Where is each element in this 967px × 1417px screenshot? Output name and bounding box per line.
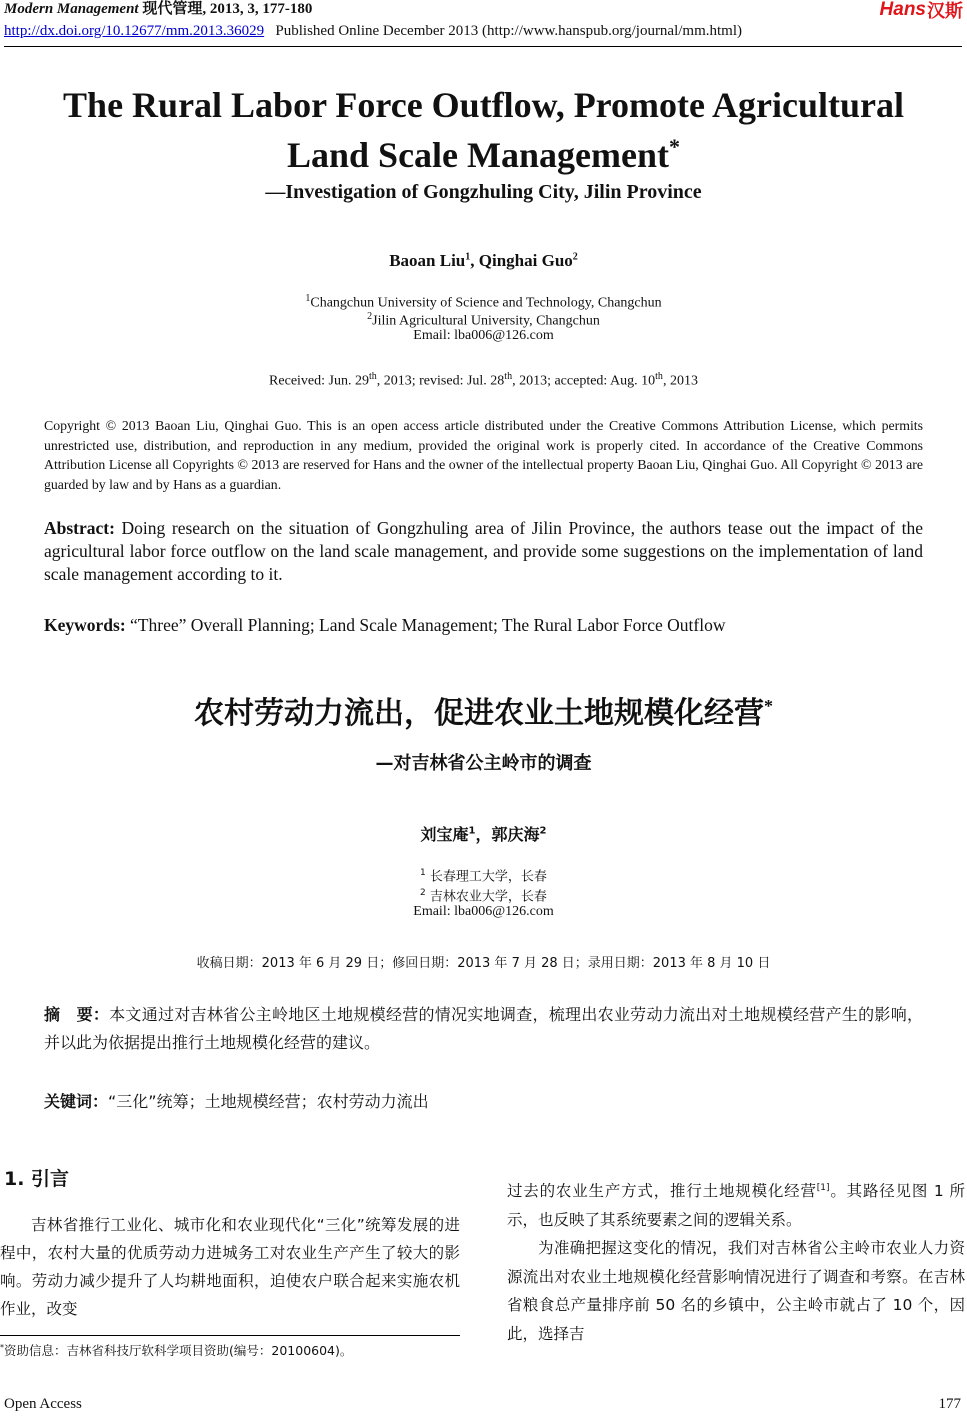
received-b-sup: th	[504, 371, 513, 382]
keywords-en-text: “Three” Overall Planning; Land Scale Management; The Rural Labor Force Outflow	[125, 615, 726, 635]
author2-en-sup: 2	[572, 251, 578, 263]
keywords-cn-text: “三化”统筹；土地规模经营；农村劳动力流出	[108, 1092, 429, 1111]
email-en: Email: lba006@126.com	[413, 328, 554, 343]
affil1-en-text: Changchun University of Science and Technology, Changchun	[310, 295, 662, 311]
page-number: 177	[938, 1396, 961, 1412]
abstract-cn	[44, 1001, 923, 1057]
affil2-cn-sup: 2	[420, 888, 426, 898]
keywords-cn	[44, 1089, 923, 1112]
abstract-en-text: Doing research on the situation of Gongzhuling area of Jilin Province, the authors tease out the impact of the agricultural labor force outflow on the land scale management, and provide some suggestions on the implementation of land scale management according to it.	[44, 518, 923, 584]
title-en-footnote-mark: *	[669, 134, 680, 159]
received-b: , 2013; revised: Jul. 28	[376, 373, 505, 389]
received-dates-cn: 收稿日期：2013 年 6 月 29 日；修回日期：2013 年 7 月 28 日；录用日期：2013 年 8 月 10 日	[196, 956, 771, 971]
right-paragraph-2: 为准确把握这变化的情况，我们对吉林省公主岭市农业人力资源流出对农业土地规模化经营影响情况进行了调查和考察。在吉林省粮食总产量排序前 50 名的乡镇中，公主岭市就占了 10 个，因此，选择吉	[507, 1239, 965, 1343]
title-cn-text: 农村劳动力流出，促进农业土地规模化经营	[194, 696, 764, 731]
footnote-divider	[0, 1335, 460, 1336]
author1-en-sup: 1	[465, 251, 471, 263]
authors-en	[0, 251, 967, 271]
subtitle-en: —Investigation of Gongzhuling City, Jilin Province	[265, 181, 702, 203]
received-d: , 2013	[662, 373, 698, 389]
published-online: Published Online December 2013 (http://www.hanspub.org/journal/mm.html)	[275, 23, 743, 39]
right-p1-text-b: 。其路径见图 1 所示，也反映了其系统要素之间的逻辑关系。	[507, 1182, 965, 1229]
right-p1-text-a: 过去的农业生产方式，推行土地规模化经营	[507, 1182, 817, 1201]
abstract-en	[44, 517, 923, 586]
abstract-cn-label: 摘 要：	[44, 1005, 110, 1024]
footnote-text: 资助信息：吉林省科技厅软科学项目资助(编号：20100604)。	[4, 1343, 353, 1358]
author1-en: Baoan Liu	[389, 251, 466, 270]
keywords-cn-label: 关键词：	[44, 1092, 109, 1111]
doi-link[interactable]: http://dx.doi.org/10.12677/mm.2013.36029	[4, 23, 265, 39]
journal-header	[4, 0, 312, 18]
citation-ref[interactable]: [1]	[816, 1183, 830, 1193]
abstract-cn-text: 本文通过对吉林省公主岭地区土地规模经营的情况实地调查，梳理出农业劳动力流出对土地规模经营产生的影响，并以此为依据提出推行土地规模化经营的建议。	[44, 1005, 923, 1052]
affil1-cn-sup: 1	[420, 868, 426, 878]
doi-line	[4, 22, 742, 40]
received-c: , 2013; accepted: Aug. 10	[512, 373, 656, 389]
affiliation1-cn	[0, 864, 967, 886]
authors-cn	[0, 822, 967, 845]
hans-logo	[880, 0, 963, 20]
received-c-sup: th	[655, 371, 663, 382]
section-heading: 1. 引言	[4, 1168, 70, 1190]
logo-cn: 汉斯	[927, 1, 963, 22]
copyright-notice: Copyright © 2013 Baoan Liu, Qinghai Guo. This is an open access article distributed under the Creative Commons Attribution License, which permits unrestricted use, distribution, and reproduction in any medium, provided the original work is properly cited. In accordance of the Creative Commons Attribution License all Copyrights © 2013 are reserved for Hans and the owner of the intellectual property Baoan Liu, Qinghai Guo. All Copyright © 2013 are guarded by law and by Hans as a guardian.	[44, 418, 923, 492]
title-cn	[0, 688, 967, 732]
journal-issue: 现代管理, 2013, 3, 177-180	[142, 1, 313, 17]
received-a-sup: th	[368, 371, 377, 382]
keywords-en-label: Keywords:	[44, 615, 126, 635]
affil2-en-text: Jilin Agricultural University, Changchun	[372, 313, 600, 329]
title-cn-footnote-mark: *	[764, 696, 773, 716]
footnote-mark: *	[0, 1342, 4, 1352]
affiliation2-cn	[0, 884, 967, 906]
subtitle-cn: —对吉林省公主岭市的调查	[375, 753, 592, 774]
abstract-en-label: Abstract:	[44, 518, 115, 538]
title-en-line2: Land Scale Management	[287, 135, 669, 175]
affil1-cn-text: 长春理工大学，长春	[429, 869, 547, 885]
journal-name: Modern Management	[4, 1, 139, 17]
title-en-line1: The Rural Labor Force Outflow, Promote Agricultural	[63, 85, 904, 125]
open-access-label: Open Access	[4, 1396, 82, 1412]
author2-en: Qinghai Guo	[478, 251, 573, 270]
right-column	[507, 1174, 965, 1348]
received-a: Received: Jun. 29	[269, 373, 369, 389]
email-cn: Email: lba006@126.com	[413, 904, 554, 919]
author2-cn-sup: 2	[539, 825, 547, 837]
logo-text: Hans	[879, 0, 926, 20]
left-column-paragraph: 吉林省推行工业化、城市化和农业现代化“三化”统筹发展的进程中，农村大量的优质劳动力进城务工对农业生产产生了较大的影响。劳动力减少提升了人均耕地面积，迫使农户联合起来实施农机作业，改变	[0, 1216, 460, 1318]
received-dates-en	[0, 371, 967, 390]
affil2-cn-text: 吉林农业大学，长春	[429, 889, 547, 905]
affil2-en-sup: 2	[367, 311, 373, 322]
affil1-en-sup: 1	[305, 293, 311, 304]
right-paragraph-1	[507, 1174, 965, 1234]
author-sep-en: ,	[470, 251, 479, 270]
author1-cn-sup: 1	[468, 825, 476, 837]
author-sep-cn: ，	[475, 825, 492, 844]
title-en	[0, 84, 967, 176]
header-divider	[4, 46, 962, 47]
author1-cn: 刘宝庵	[420, 825, 469, 844]
author2-cn: 郭庆海	[491, 825, 540, 844]
footnote	[0, 1341, 460, 1359]
keywords-en	[44, 615, 923, 636]
